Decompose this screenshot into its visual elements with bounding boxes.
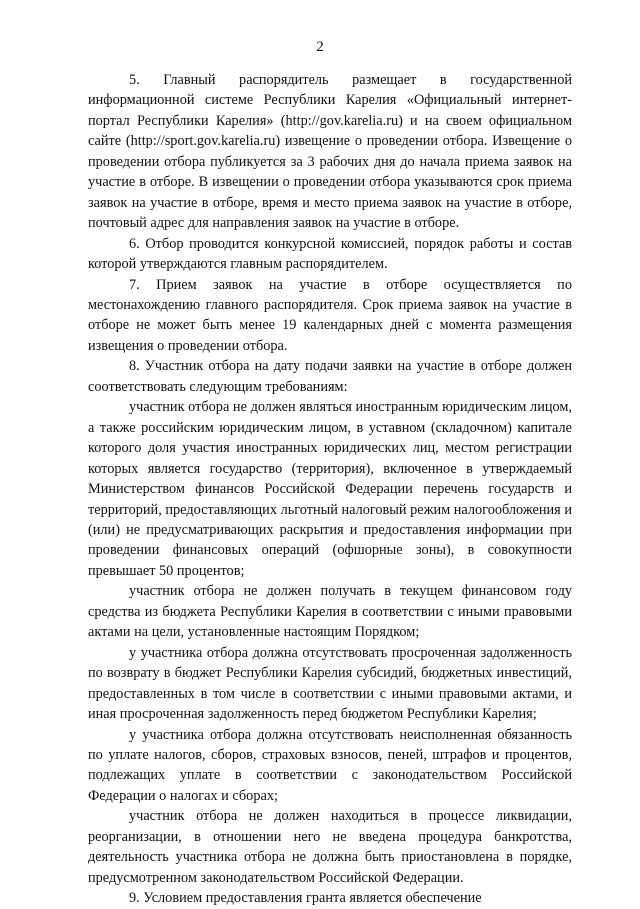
requirement-no-budget-debt: у участника отбора должна отсутствовать просроченная задолженность по возврату в бюджет Республики Карелия субсидий, бюджетных инвестиций, предоставленных в том числе в соответствии с иными правовыми актами, и иная просроченная задолженность перед бюджетом Республики Карелия;	[88, 644, 572, 723]
page-number: 2	[316, 39, 324, 55]
requirement-foreign-entity: участник отбора не должен являться иностранным юридическим лицом, а также российским юридическим лицом, в уставном (складочном) капитале которого доля участия иностранных юридических лиц, местом регистрации которых является государство (территория), включенное в утверждаемый Министерством финансов Российской Федерации перечень государств и территорий, предоставляющих льготный налоговый режим налогообложения и (или) не предусматривающих раскрытия и предоставления информации при проведении финансовых операций (офшорные зоны), в совокупности превышает 50 процентов;	[88, 399, 572, 579]
paragraph-7: 7. Прием заявок на участие в отборе осуществляется по местонахождению главного распорядителя. Срок приема заявок на участие в отборе не может быть менее 19 календарных дней с момента размещения извещения о проведении отбора.	[88, 276, 572, 354]
document-body	[88, 70, 572, 909]
paragraph-6: 6. Отбор проводится конкурсной комиссией, порядок работы и состав которой утверждаются главным распорядителем.	[88, 235, 572, 273]
paragraph-9: 9. Условием предоставления гранта является обеспечение	[129, 890, 482, 907]
paragraph-5: 5. Главный распорядитель размещает в государственной информационной системе Республики Карелия «Официальный интернет-портал Республики Карелия» (http://gov.karelia.ru) и на своем официальном сайте (http://sport.gov.karelia.ru) извещение о проведении отбора. Извещение о проведении отбора публикуется за 3 рабочих дня до начала приема заявок на участие в отборе. В извещении о проведении отбора указываются срок приема заявок на участие в отборе, время и место приема заявок на участие в отборе, почтовый адрес для направления заявок на участие в отборе.	[88, 72, 572, 232]
requirement-no-liquidation: участник отбора не должен находиться в процессе ликвидации, реорганизации, в отношении него не введена процедура банкротства, деятельность участника отбора не должна быть приостановлена в порядке, предусмотренном законодательством Российской Федерации.	[88, 808, 572, 886]
requirement-no-tax-debt: у участника отбора должна отсутствовать неисполненная обязанность по уплате налогов, сборов, страховых взносов, пеней, штрафов и процентов, подлежащих уплате в соответствии с законодательством Российской Федерации о налогах и сборах;	[88, 726, 572, 804]
paragraph-8: 8. Участник отбора на дату подачи заявки на участие в отборе должен соответствовать следующим требованиям:	[88, 358, 572, 395]
requirement-no-budget-funds: участник отбора не должен получать в текущем финансовом году средства из бюджета Республики Карелия в соответствии с иными правовыми актами на цели, установленные настоящим Порядком;	[88, 583, 572, 641]
